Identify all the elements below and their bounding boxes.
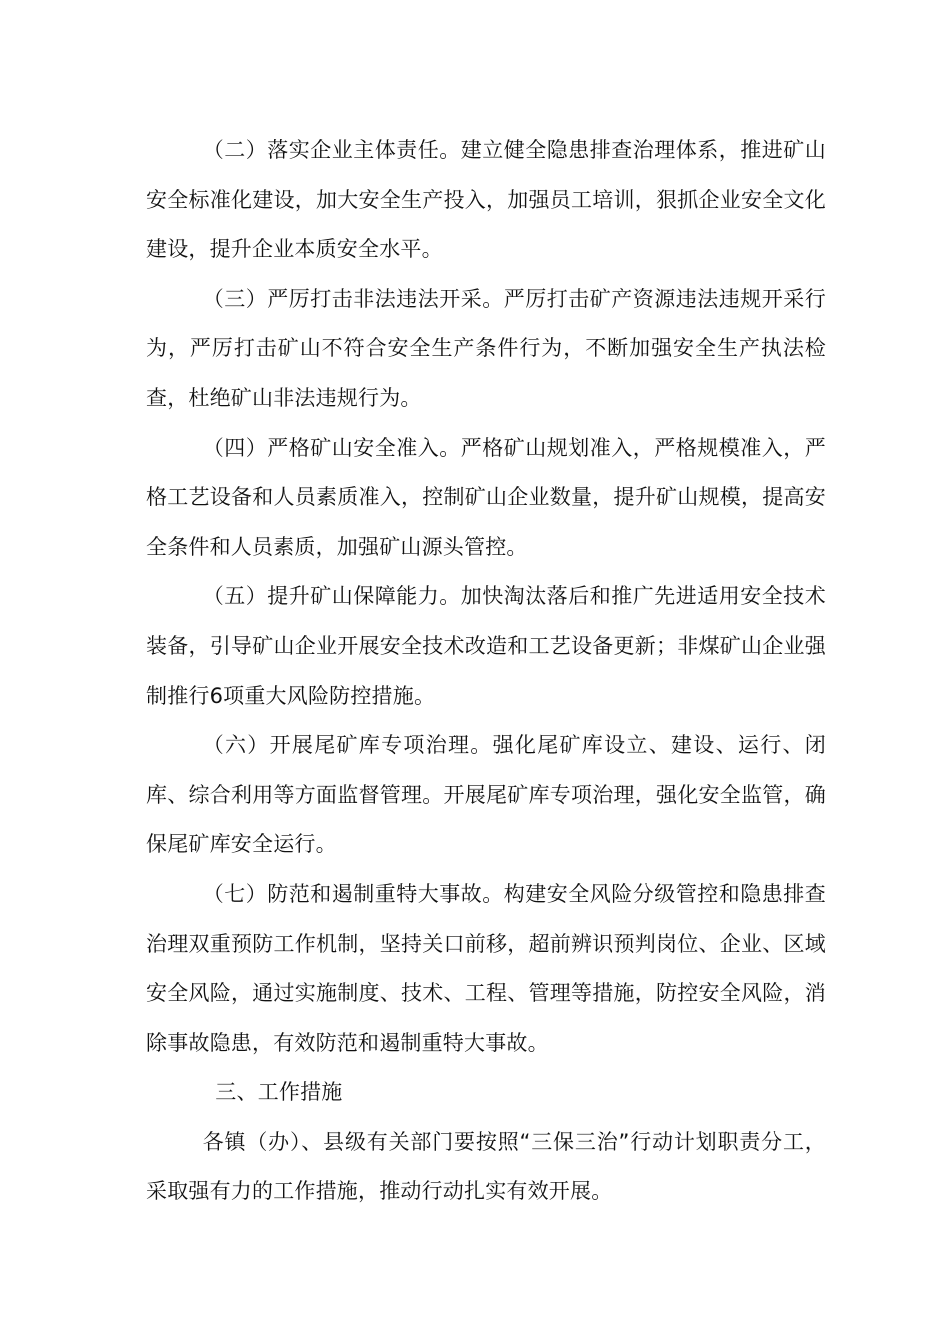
paragraph-accident-prevention: （七）防范和遏制重特大事故。构建安全风险分级管控和隐患排查治理双重预防工作机制，坚持关口前移，超前辨识预判岗位、企业、区域安全风险，通过实施制度、技术、工程、管理等措施，防控安全风险，消除事故隐患，有效防范和遏制重特大事故。 bbox=[146, 881, 826, 1055]
paragraph-safety-access: （四）严格矿山安全准入。严格矿山规划准入，严格规模准入，严格工艺设备和人员素质准入，控制矿山企业数量，提升矿山规模，提高安全条件和人员素质，加强矿山源头管控。 bbox=[146, 435, 826, 559]
paragraph-crack-down-illegal-mining: （三）严厉打击非法违法开采。严厉打击矿产资源违法违规开采行为，严厉打击矿山不符合安全生产条件行为，不断加强安全生产执法检查，杜绝矿山非法违规行为。 bbox=[146, 286, 826, 410]
paragraph-closing-measures: 各镇（办）、县级有关部门要按照“三保三治”行动计划职责分工，采取强有力的工作措施，推动行动扎实有效开展。 bbox=[146, 1129, 826, 1204]
paragraph-tailings-governance: （六）开展尾矿库专项治理。强化尾矿库设立、建设、运行、闭库、综合利用等方面监督管理。开展尾矿库专项治理，强化安全监管，确保尾矿库安全运行。 bbox=[146, 733, 826, 857]
document-body bbox=[146, 126, 826, 1217]
paragraph-safeguard-capability: （五）提升矿山保障能力。加快淘汰落后和推广先进适用安全技术装备，引导矿山企业开展安全技术改造和工艺设备更新；非煤矿山企业强制推行6项重大风险防控措施。 bbox=[146, 584, 826, 708]
section-heading-work-measures: 三、工作措施 bbox=[215, 1080, 343, 1105]
paragraph-enterprise-responsibility: （二）落实企业主体责任。建立健全隐患排查治理体系，推进矿山安全标准化建设，加大安全生产投入，加强员工培训，狠抓企业安全文化建设，提升企业本质安全水平。 bbox=[146, 138, 826, 262]
